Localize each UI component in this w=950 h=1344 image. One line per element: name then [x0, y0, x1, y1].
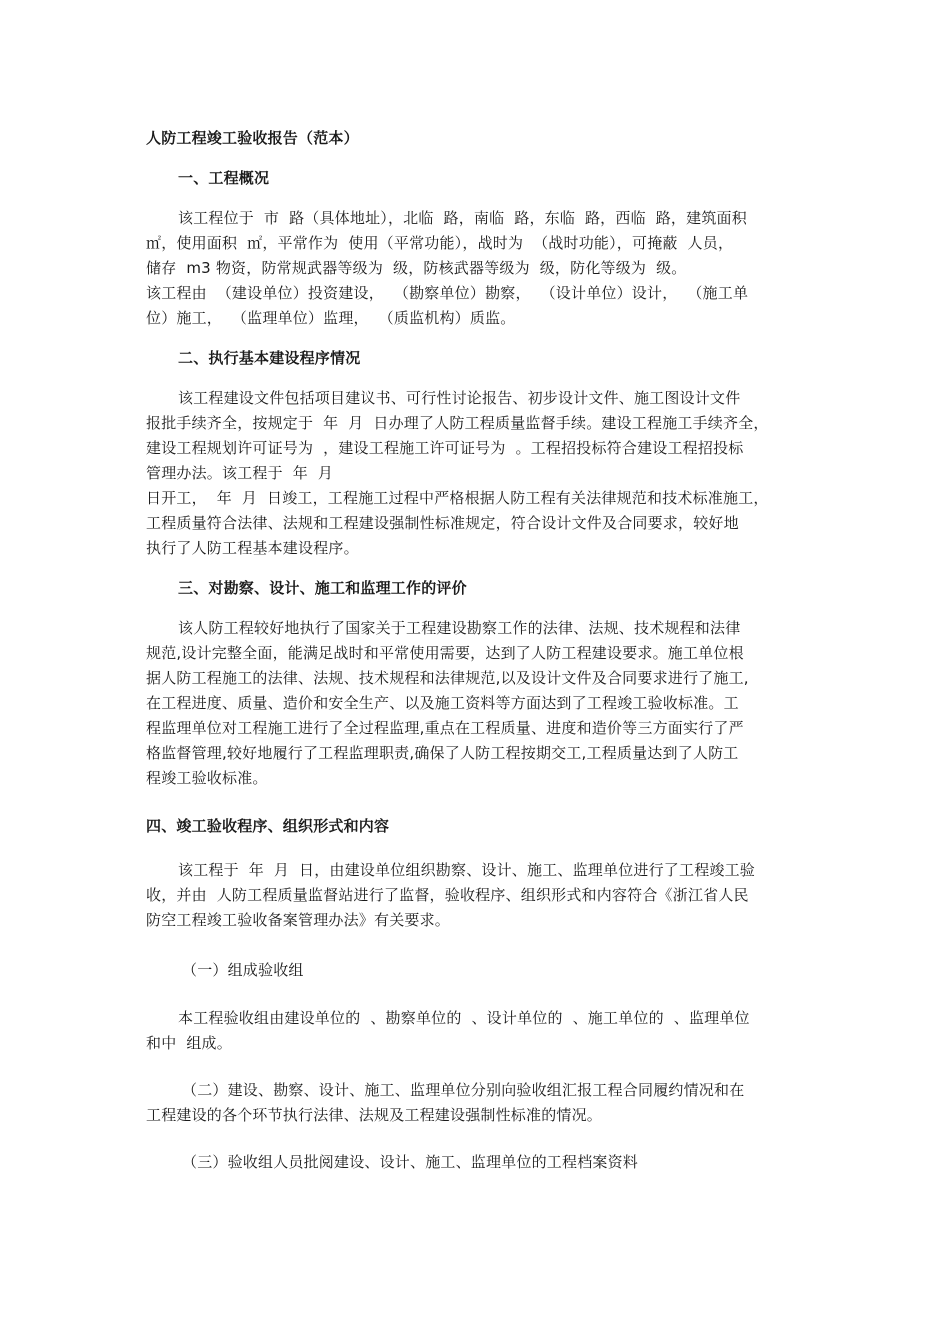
section2-line: 报批手续齐全，按规定于 年 月 日办理了人防工程质量监督手续。建设工程施工手续齐全，: [146, 414, 769, 432]
section3-line: 格监督管理,较好地履行了工程监理职责,确保了人防工程按期交工,工程质量达到了人防工: [146, 744, 739, 762]
section1-heading: 一、工程概况: [178, 169, 270, 187]
section1-line: ㎡，使用面积 ㎡，平常作为 使用（平常功能），战时为 （战时功能），可掩蔽 人员，: [146, 234, 734, 252]
section3-heading: 三、对勘察、设计、施工和监理工作的评价: [178, 579, 467, 597]
subsection3-heading: （三）验收组人员批阅建设、设计、施工、监理单位的工程档案资料: [182, 1153, 639, 1171]
section3-line: 程竣工验收标准。: [146, 769, 268, 787]
section4-line: 收，并由 人防工程质量监督站进行了监督，验收程序、组织形式和内容符合《浙江省人民: [146, 886, 749, 904]
subsection1-line: 和中 组成。: [146, 1034, 232, 1052]
section2-heading: 二、执行基本建设程序情况: [178, 349, 361, 367]
subsection2-line: （二）建设、勘察、设计、施工、监理单位分别向验收组汇报工程合同履约情况和在: [182, 1081, 745, 1099]
section2-line: 该工程建设文件包括项目建议书、可行性讨论报告、初步设计文件、施工图设计文件: [178, 389, 741, 407]
section1-line: 储存 m3 物资，防常规武器等级为 级，防核武器等级为 级，防化等级为 级。: [146, 259, 687, 277]
section3-line: 规范,设计完整全面，能满足战时和平常使用需要，达到了人防工程建设要求。施工单位根: [146, 644, 744, 662]
document-title: 人防工程竣工验收报告（范本）: [146, 129, 359, 147]
section4-heading: 四、竣工验收程序、组织形式和内容: [146, 817, 390, 835]
subsection1-heading: （一）组成验收组: [182, 961, 304, 979]
section3-line: 在工程进度、质量、造价和安全生产、以及施工资料等方面达到了工程竣工验收标准。工: [146, 694, 739, 712]
section2-line: 建设工程规划许可证号为 ，建设工程施工许可证号为 。工程招投标符合建设工程招投标: [146, 439, 744, 457]
section1-line: 该工程由 （建设单位）投资建设， （勘察单位）勘察， （设计单位）设计， （施工单: [146, 284, 749, 302]
section2-line: 管理办法。该工程于 年 月: [146, 464, 334, 482]
section2-line: 日开工， 年 月 日竣工，工程施工过程中严格根据人防工程有关法律规范和技术标准施工，: [146, 489, 769, 507]
section3-line: 该人防工程较好地执行了国家关于工程建设勘察工作的法律、法规、技术规程和法律: [178, 619, 741, 637]
section1-line: 该工程位于 市 路（具体地址），北临 路，南临 路，东临 路，西临 路，建筑面积: [178, 209, 747, 227]
section3-line: 程监理单位对工程施工进行了全过程监理,重点在工程质量、进度和造价等三方面实行了严: [146, 719, 744, 737]
subsection1-line: 本工程验收组由建设单位的 、勘察单位的 、设计单位的 、施工单位的 、监理单位: [178, 1009, 750, 1027]
section4-line: 该工程于 年 月 日，由建设单位组织勘察、设计、施工、监理单位进行了工程竣工验: [178, 861, 756, 879]
section4-line: 防空工程竣工验收备案管理办法》有关要求。: [146, 911, 451, 929]
section1-line: 位）施工， （监理单位）监理， （质监机构）质监。: [146, 309, 516, 327]
section2-line: 执行了人防工程基本建设程序。: [146, 539, 359, 557]
section3-line: 据人防工程施工的法律、法规、技术规程和法律规范,以及设计文件及合同要求进行了施工,: [146, 669, 749, 687]
section2-line: 工程质量符合法律、法规和工程建设强制性标准规定，符合设计文件及合同要求，较好地: [146, 514, 739, 532]
subsection2-line: 工程建设的各个环节执行法律、法规及工程建设强制性标准的情况。: [146, 1106, 603, 1124]
